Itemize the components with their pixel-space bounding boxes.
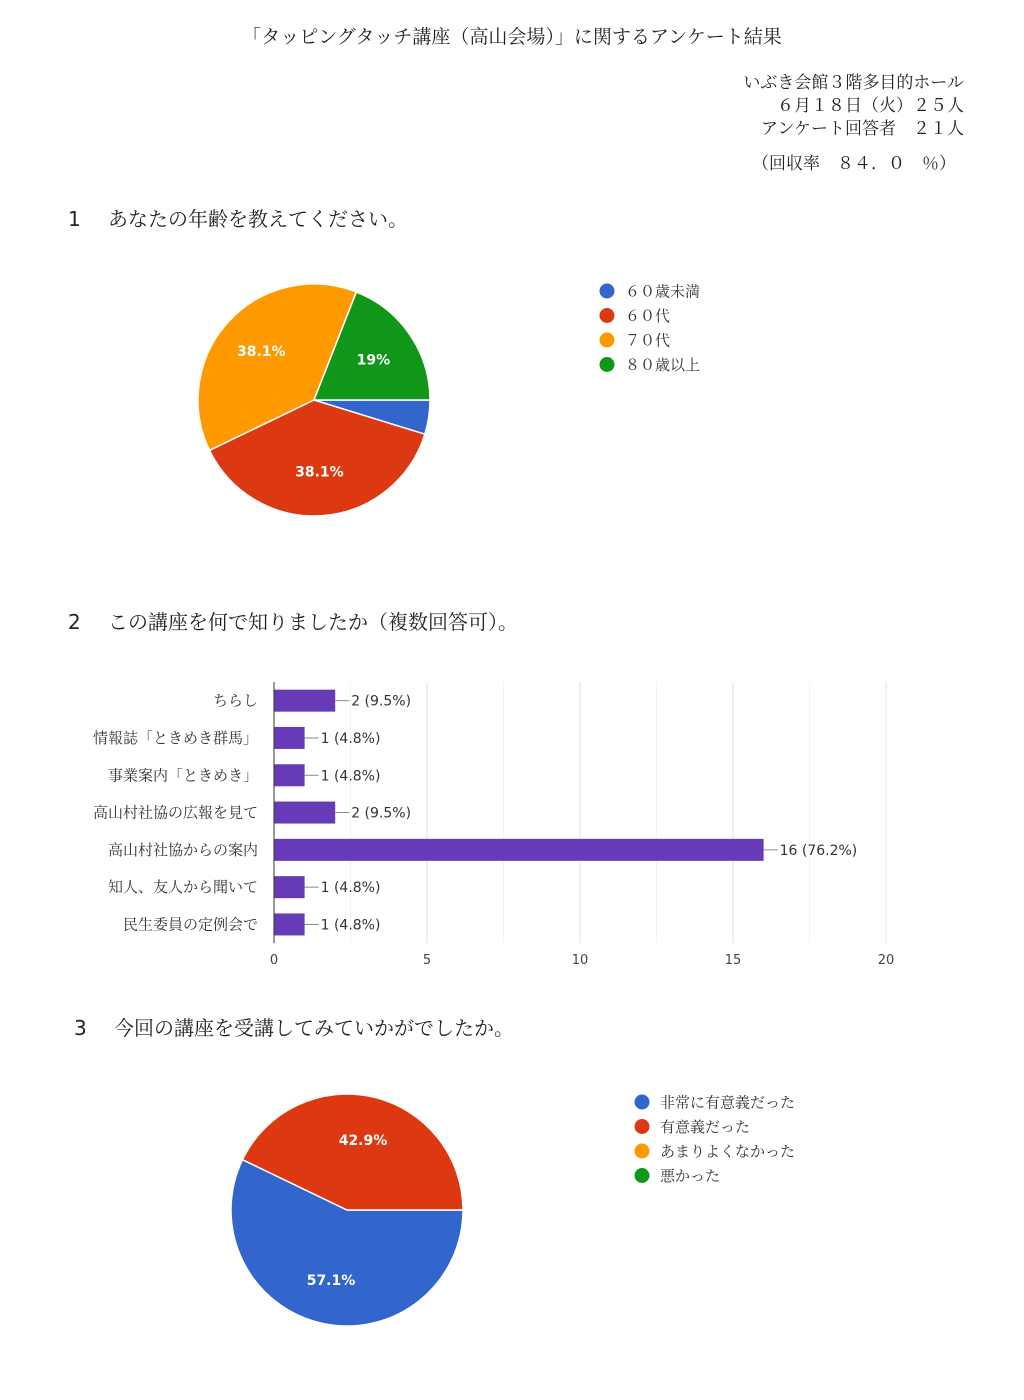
satisfaction-legend-swatch-0 [635,1095,650,1110]
satisfaction-legend [635,1094,796,1186]
bar-2 [274,764,305,786]
satisfaction-pie-chart [0,1080,1024,1380]
question-1-text: あなたの年齢を教えてください。 [108,207,408,231]
age-legend-label-0: ６０歳未満 [625,282,701,301]
bar-1 [274,727,305,749]
bar-category-label-5: 知人、友人から聞いて [107,878,258,897]
age-pie-chart [0,260,1024,560]
bar-6 [274,913,305,935]
age-slice-label-1: 38.1% [295,464,344,481]
satisfaction-legend-swatch-2 [635,1144,650,1159]
question-1-heading [68,203,408,232]
bar-x-tick-label: 10 [571,953,589,969]
source-bar-chart [0,670,1024,990]
satisfaction-legend-label-2: あまりよくなかった [660,1142,796,1161]
bar-data-label-6: 1 (4.8%) [320,917,381,934]
age-legend [600,283,701,375]
question-2-text: この講座を何で知りましたか（複数回答可）。 [108,610,518,634]
satisfaction-legend-label-0: 非常に有意義だった [660,1093,796,1112]
question-1-number: 1 [68,207,81,231]
age-legend-label-1: ６０代 [625,307,671,325]
bar-category-label-4: 高山村社協からの案内 [107,840,258,859]
bar-category-label-2: 事業案内「ときめき」 [107,766,258,785]
bar-x-tick-label: 5 [422,953,432,969]
age-slice-label-3: 19% [356,352,391,369]
age-slice-label-2: 38.1% [237,344,286,361]
bar-category-label-1: 情報誌「ときめき群馬」 [92,728,258,747]
question-3-heading [74,1012,514,1041]
satisfaction-legend-swatch-3 [635,1168,650,1183]
bar-category-label-3: 高山村社協の広報を見て [92,803,258,822]
age-legend-swatch-1 [600,308,615,323]
bar-category-label-0: ちらし [212,691,258,710]
question-3-text: 今回の講座を受講してみていかがでしたか。 [114,1016,514,1040]
bar-x-tick-label: 15 [724,953,742,969]
age-legend-label-3: ８０歳以上 [625,356,701,374]
date-attendees-text: ６月１８日（火）２５人 [777,96,964,116]
bar-3 [274,802,335,824]
respondents-text: アンケート回答者 ２１人 [761,119,964,139]
bar-data-label-1: 1 (4.8%) [320,730,381,747]
survey-info [743,72,964,176]
bar-data-label-0: 2 (9.5%) [351,693,412,710]
question-2-number: 2 [68,610,81,634]
question-2-heading [68,606,518,635]
satisfaction-legend-label-3: 悪かった [660,1167,721,1185]
bar-x-tick-label: 20 [877,953,895,969]
page-title: 「タッピングタッチ講座（高山会場）」に関するアンケート結果 [242,26,782,48]
bar-data-label-4: 16 (76.2%) [779,842,858,859]
bar-data-label-3: 2 (9.5%) [351,805,412,822]
satisfaction-slice-label-0: 57.1% [306,1273,356,1290]
bar-data-label-2: 1 (4.8%) [320,768,381,785]
satisfaction-slice-label-1: 42.9% [338,1132,388,1149]
age-legend-swatch-2 [600,333,615,348]
bar-4 [274,839,764,861]
age-legend-label-2: ７０代 [625,331,671,350]
venue-text: いぶき会館３階多目的ホール [743,73,964,93]
response-rate-text: （回収率 ８４．０ ％） [752,154,956,174]
satisfaction-legend-label-1: 有意義だった [660,1118,751,1136]
bar-x-tick-label: 0 [269,953,279,969]
age-legend-swatch-3 [600,357,615,372]
question-3-number: 3 [74,1016,87,1040]
bar-5 [274,876,305,898]
satisfaction-legend-swatch-1 [635,1119,650,1134]
bar-0 [274,690,335,712]
age-legend-swatch-0 [600,284,615,299]
bar-data-label-5: 1 (4.8%) [320,880,381,897]
bar-category-label-6: 民生委員の定例会で [122,915,258,934]
